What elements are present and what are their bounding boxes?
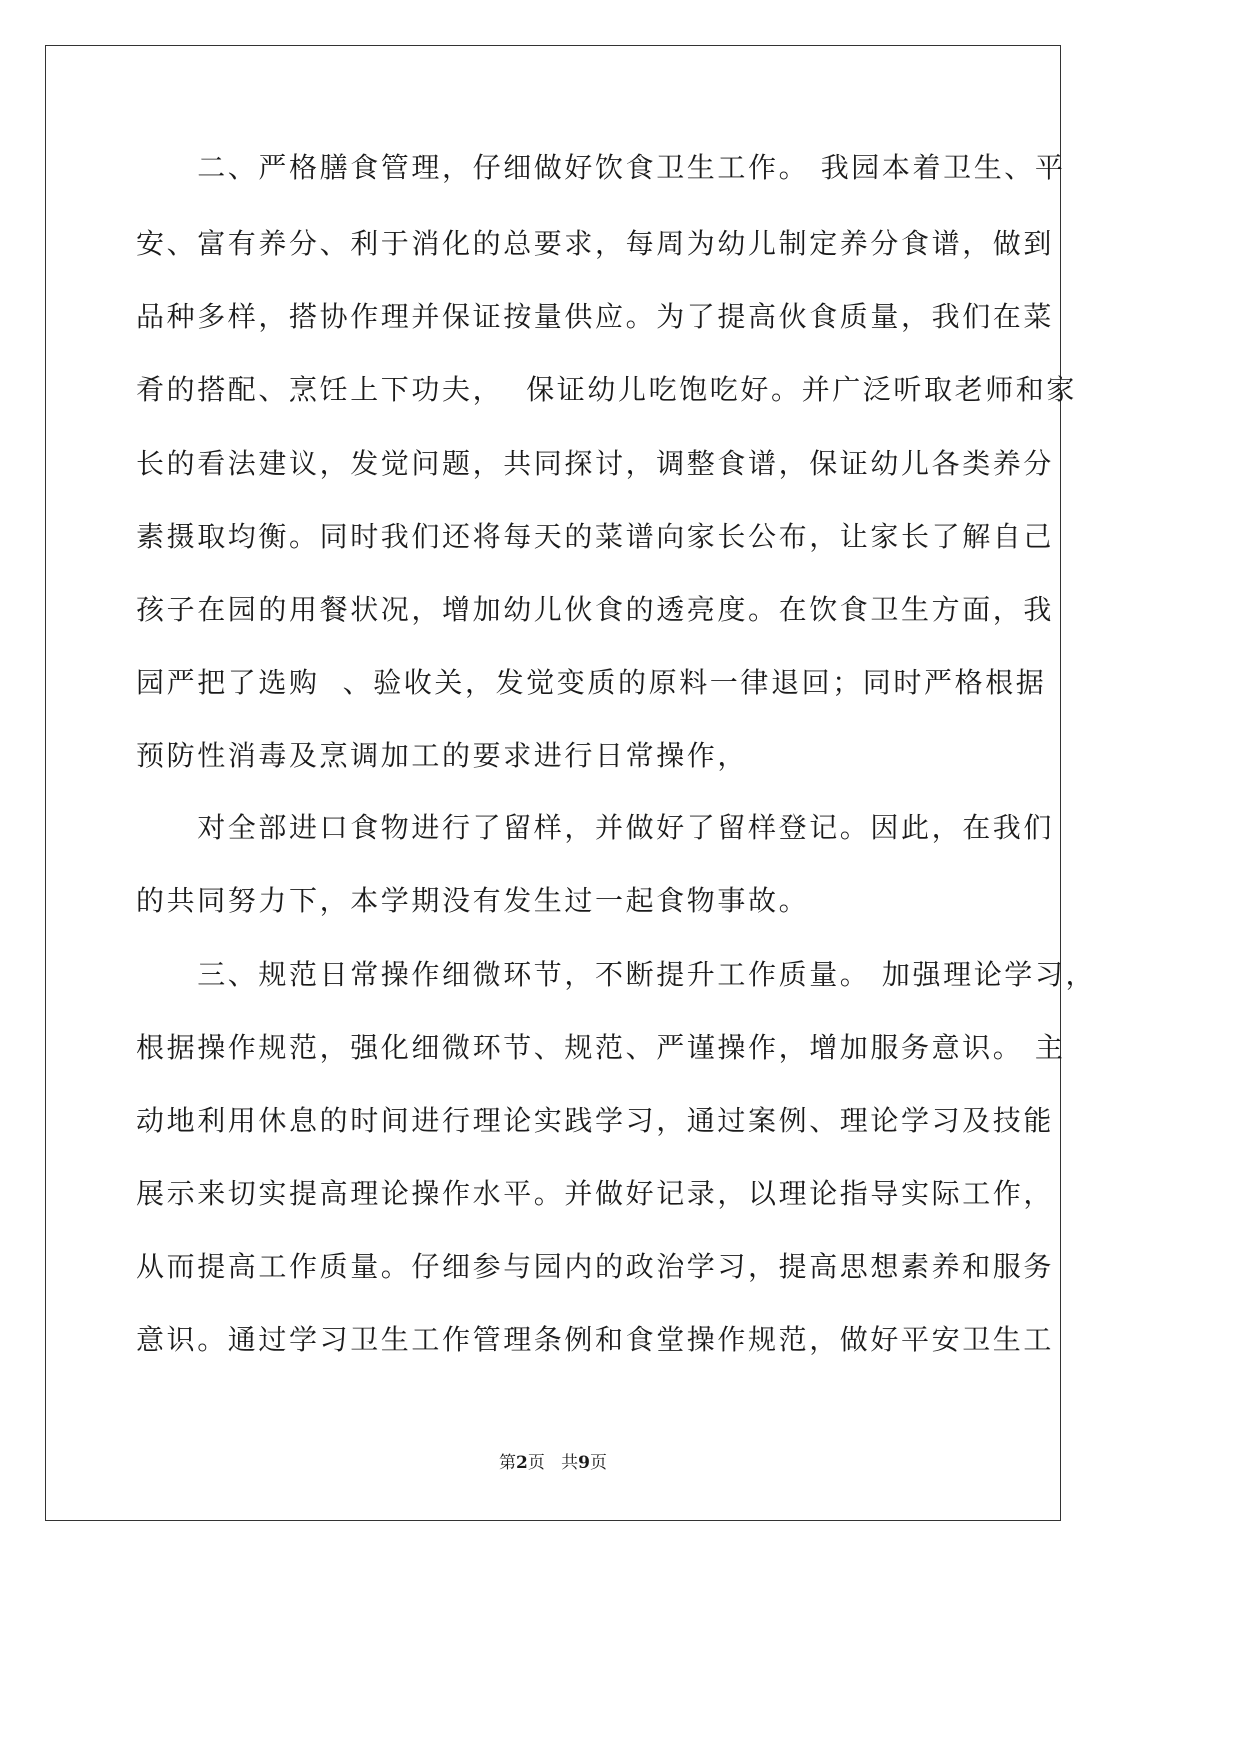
body-text-line: 展示来切实提高理论操作水平。并做好记录，以理论指导实际工作， (136, 1177, 1055, 1210)
footer-mid: 页 共 (527, 1453, 579, 1473)
body-text-line: 三、规范日常操作细微环节，不断提升工作质量。 加强理论学习， (136, 958, 1097, 991)
body-text-line: 肴的搭配、烹饪上下功夫， 保证幼儿吃饱吃好。并广泛听取老师和家 (136, 373, 1078, 406)
body-text-line: 从而提高工作质量。仔细参与园内的政治学习，提高思想素养和服务 (136, 1250, 1055, 1283)
body-text-line: 根据操作规范，强化细微环节、规范、严谨操作，增加服务意识。 主 (136, 1031, 1066, 1064)
body-text-line: 二、严格膳食管理，仔细做好饮食卫生工作。 我园本着卫生、平 (136, 151, 1066, 184)
total-page-number: 9 (578, 1453, 590, 1473)
body-text-line: 园严把了选购 、验收关，发觉变质的原料一律退回；同时严格根据 (136, 666, 1047, 699)
body-text-line: 素摄取均衡。同时我们还将每天的菜谱向家长公布，让家长了解自己 (136, 520, 1055, 553)
page-number-footer (0, 1452, 1106, 1474)
body-text-line: 的共同努力下，本学期没有发生过一起食物事故。 (136, 884, 810, 917)
page-border (45, 45, 1061, 1521)
body-text-line: 预防性消毒及烹调加工的要求进行日常操作， (136, 739, 749, 772)
body-text-line: 品种多样，搭协作理并保证按量供应。为了提高伙食质量，我们在菜 (136, 300, 1055, 333)
current-page-number: 2 (516, 1453, 528, 1473)
footer-prefix: 第 (499, 1453, 517, 1473)
body-text-line: 长的看法建议，发觉问题，共同探讨，调整食谱，保证幼儿各类养分 (136, 447, 1055, 480)
body-text-line: 意识。通过学习卫生工作管理条例和食堂操作规范，做好平安卫生工 (136, 1323, 1055, 1356)
footer-suffix: 页 (589, 1453, 607, 1473)
body-text-line: 安、富有养分、利于消化的总要求，每周为幼儿制定养分食谱，做到 (136, 227, 1055, 260)
body-text-line: 对全部进口食物进行了留样，并做好了留样登记。因此，在我们 (136, 811, 1055, 844)
body-text-line: 孩子在园的用餐状况，增加幼儿伙食的透亮度。在饮食卫生方面，我 (136, 593, 1055, 626)
body-text-line: 动地利用休息的时间进行理论实践学习，通过案例、理论学习及技能 (136, 1104, 1055, 1137)
